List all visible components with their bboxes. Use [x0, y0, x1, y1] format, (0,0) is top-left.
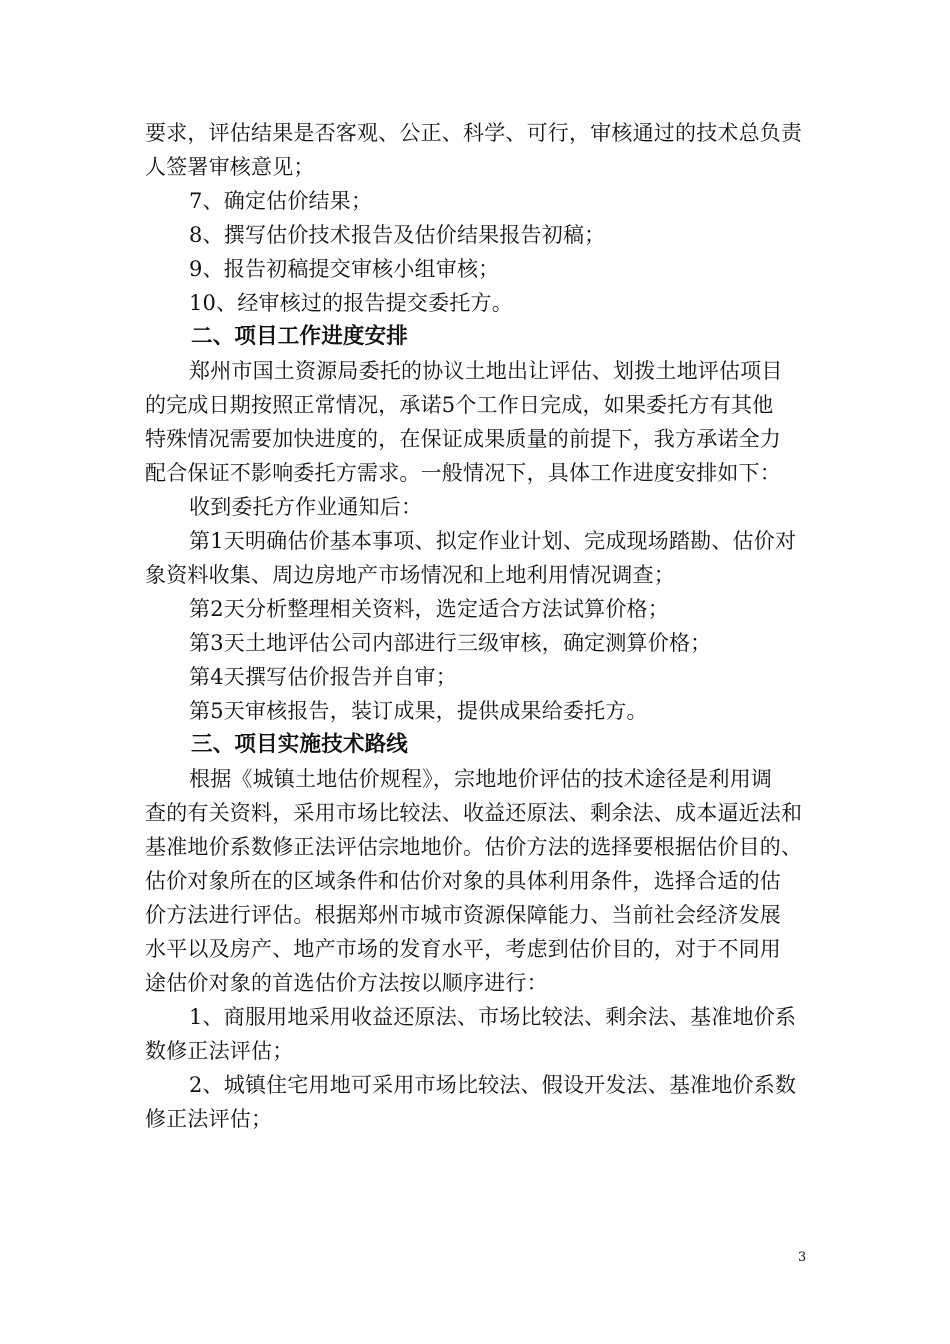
body-text-line: 价方法进行评估。根据郑州市城市资源保障能力、当前社会经济发展 [145, 903, 781, 927]
list-item: 7、确定估价结果； [189, 189, 373, 213]
list-item-continuation: 修正法评估； [145, 1107, 273, 1131]
schedule-item: 第1天明确估价基本事项、拟定作业计划、完成现场踏勘、估价对 [189, 529, 797, 553]
schedule-item: 第4天撰写估价报告并自审； [189, 665, 457, 689]
body-text-line: 人签署审核意见； [145, 155, 315, 179]
schedule-item: 第5天审核报告，装订成果，提供成果给委托方。 [189, 699, 648, 723]
body-text-line: 郑州市国土资源局委托的协议土地出让评估、划拨土地评估项目 [189, 359, 783, 383]
list-item: 10、经审核过的报告提交委托方。 [189, 291, 513, 315]
body-text-line: 的完成日期按照正常情况，承诺5个工作日完成，如果委托方有其他 [145, 393, 774, 417]
body-text-line: 查的有关资料，采用市场比较法、收益还原法、剩余法、成本逼近法和 [145, 801, 803, 825]
list-item-continuation: 数修正法评估； [145, 1039, 294, 1063]
list-item: 8、撰写估价技术报告及估价结果报告初稿； [189, 223, 606, 247]
body-text-line: 配合保证不影响委托方需求。一般情况下，具体工作进度安排如下： [145, 461, 781, 485]
body-text-line: 途估价对象的首选估价方法按以顺序进行： [145, 971, 548, 995]
body-text-line: 特殊情况需要加快进度的，在保证成果质量的前提下，我方承诺全力 [145, 427, 781, 451]
schedule-item: 第3天土地评估公司内部进行三级审核，确定测算价格； [189, 631, 712, 655]
page-number: 3 [798, 1250, 807, 1265]
section-heading: 二、项目工作进度安排 [191, 324, 409, 349]
list-item: 2、城镇住宅用地可采用市场比较法、假设开发法、基准地价系数 [189, 1073, 797, 1097]
section-heading: 三、项目实施技术路线 [191, 732, 409, 757]
body-text-line: 水平以及房产、地产市场的发育水平，考虑到估价目的，对于不同用 [145, 937, 781, 961]
body-text-line: 收到委托方作业通知后： [189, 495, 423, 519]
body-text-line: 基准地价系数修正法评估宗地地价。估价方法的选择要根据估价目的、 [145, 835, 803, 859]
body-text-line: 根据《城镇土地估价规程》，宗地地价评估的技术途径是利用调 [189, 767, 773, 791]
body-text-line: 要求，评估结果是否客观、公正、科学、可行，审核通过的技术总负责 [145, 121, 803, 145]
schedule-item-continuation: 象资料收集、周边房地产市场情况和上地利用情况调查； [145, 563, 675, 587]
list-item: 1、商服用地采用收益还原法、市场比较法、剩余法、基准地价系 [189, 1005, 797, 1029]
schedule-item: 第2天分析整理相关资料，选定适合方法试算价格； [189, 597, 669, 621]
document-body [145, 116, 815, 1136]
body-text-line: 估价对象所在的区域条件和估价对象的具体利用条件，选择合适的估 [145, 869, 781, 893]
list-item: 9、报告初稿提交审核小组审核； [189, 257, 500, 281]
